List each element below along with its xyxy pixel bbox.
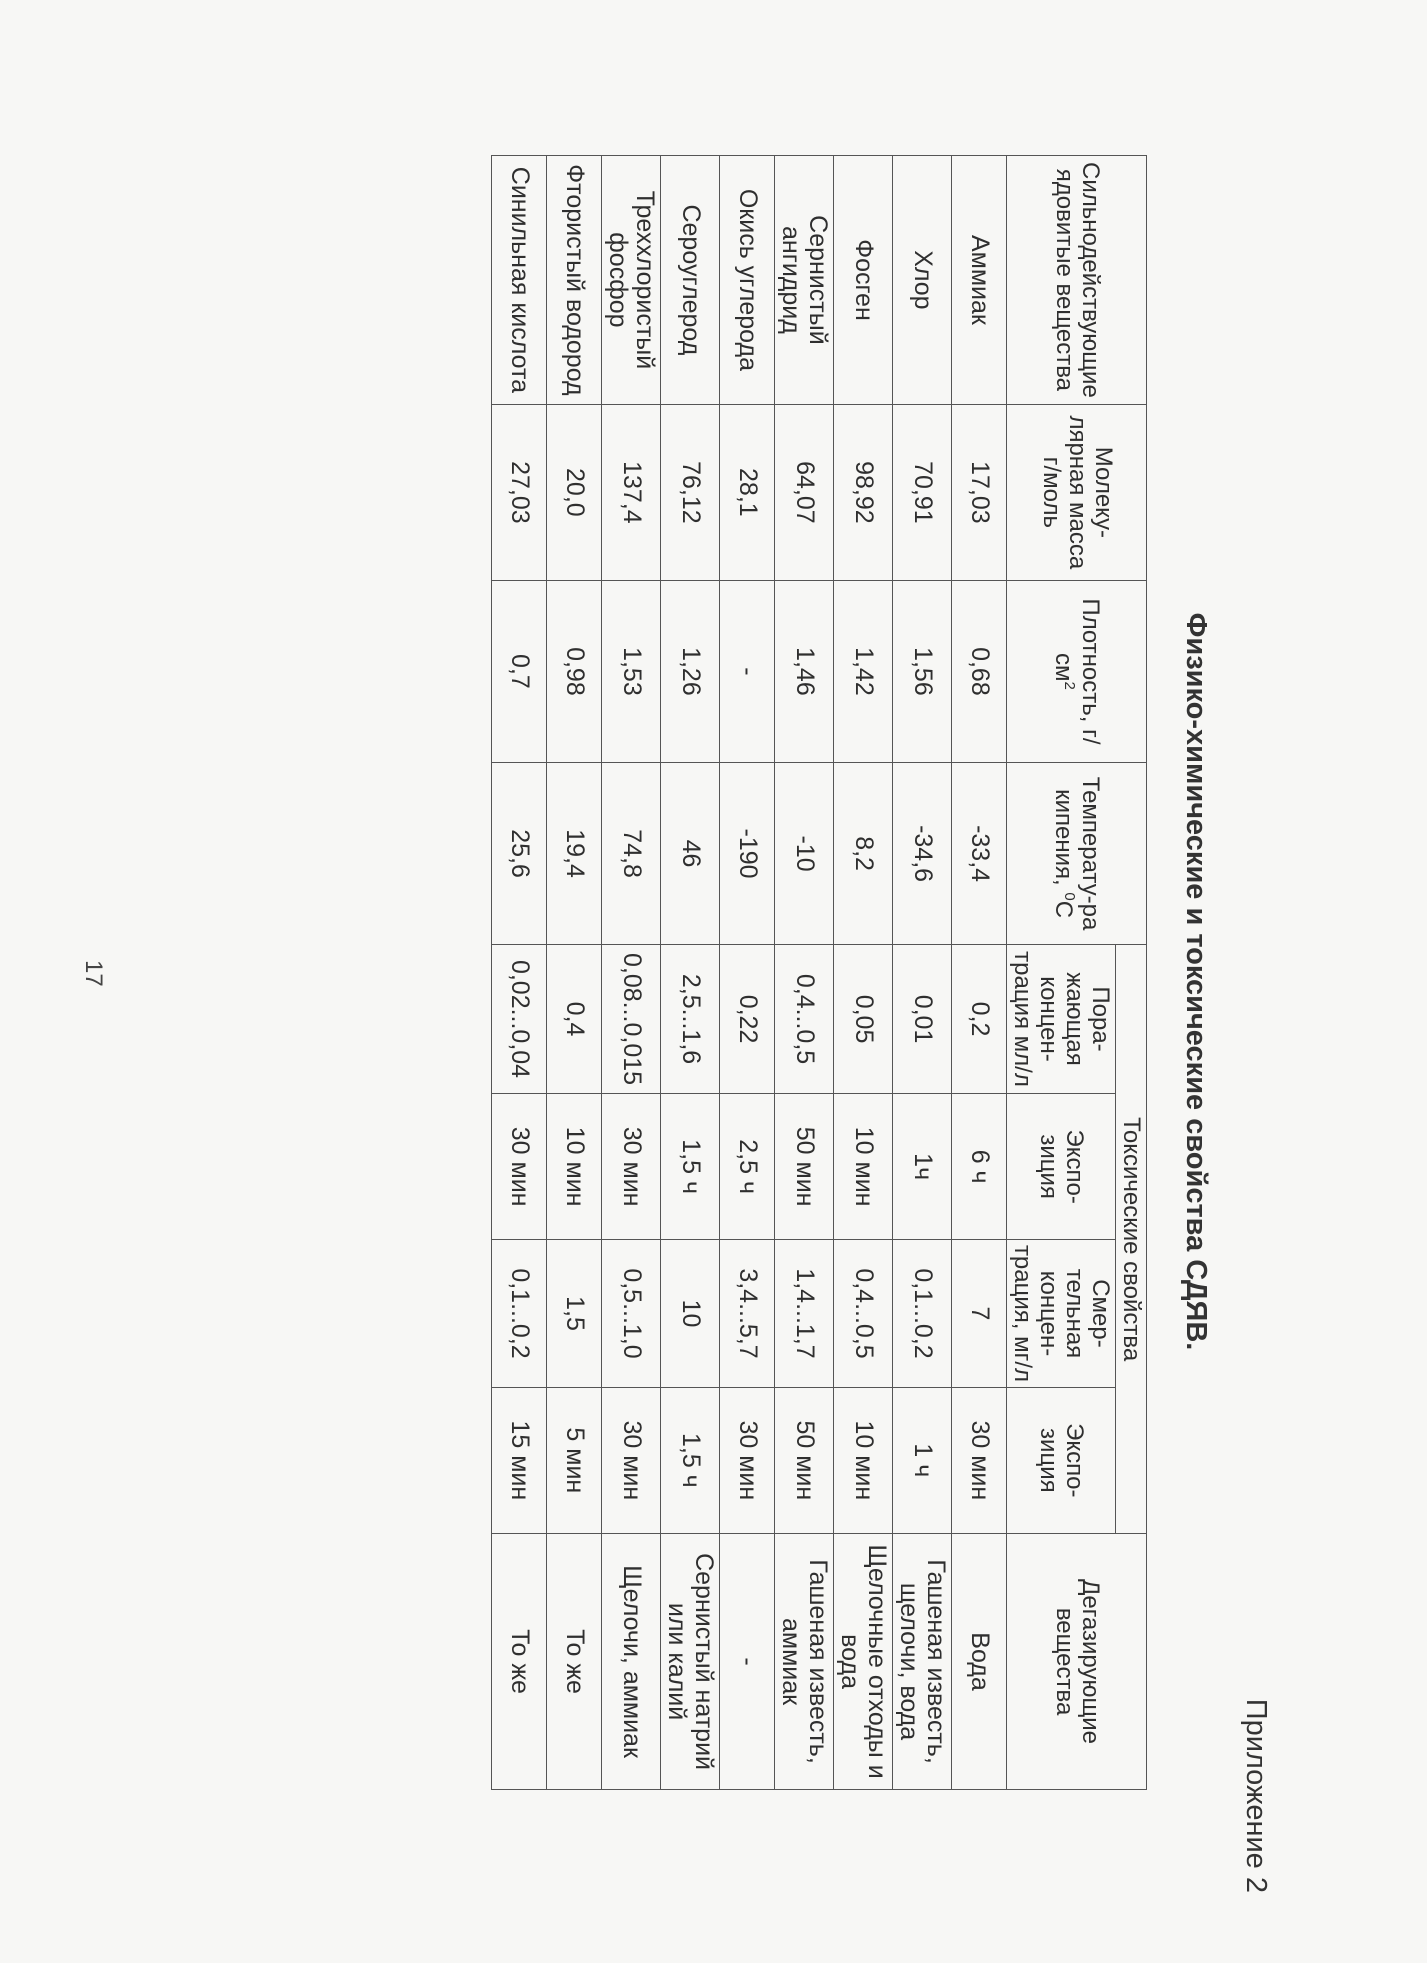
header-substance: Сильнодействующие ядовитые вещества: [1007, 156, 1147, 405]
cell-boiling-point: 8,2: [834, 762, 893, 944]
cell-damaging-conc: 0,05: [834, 945, 893, 1094]
cell-molar-mass: 137,4: [602, 404, 661, 580]
cell-degassing: То же: [492, 1534, 547, 1790]
cell-exposure-1: 50 мин: [775, 1093, 834, 1240]
cell-damaging-conc: 0,4...0,5: [775, 945, 834, 1094]
cell-molar-mass: 98,92: [834, 404, 893, 580]
header-damaging-conc: Пора-жающая концен-трация мл/л: [1007, 945, 1116, 1094]
header-degassing: Дегазирующие вещества: [1007, 1534, 1147, 1790]
cell-boiling-point: -10: [775, 762, 834, 944]
cell-exposure-1: 30 мин: [492, 1093, 547, 1240]
cell-density: 1,26: [661, 580, 720, 762]
cell-density: 0,98: [547, 580, 602, 762]
cell-density: 1,42: [834, 580, 893, 762]
cell-boiling-point: 25,6: [492, 762, 547, 944]
table-row: [492, 156, 547, 1790]
cell-degassing: Вода: [952, 1534, 1007, 1790]
cell-exposure-2: 30 мин: [952, 1387, 1007, 1534]
cell-exposure-2: 1,5 ч: [661, 1387, 720, 1534]
table-row: [602, 156, 661, 1790]
cell-damaging-conc: 0,01: [893, 945, 952, 1094]
appendix-label: Приложение 2: [1240, 1698, 1272, 1893]
table-row: [893, 156, 952, 1790]
cell-lethal-conc: 3,4...5,7: [720, 1240, 775, 1387]
cell-damaging-conc: 0,4: [547, 945, 602, 1094]
cell-exposure-2: 30 мин: [602, 1387, 661, 1534]
cell-exposure-1: 1,5 ч: [661, 1093, 720, 1240]
table-row: [661, 156, 720, 1790]
cell-substance: Фтористый водород: [547, 156, 602, 405]
table-row: [952, 156, 1007, 1790]
cell-exposure-2: 30 мин: [720, 1387, 775, 1534]
cell-degassing: То же: [547, 1534, 602, 1790]
cell-lethal-conc: 7: [952, 1240, 1007, 1387]
header-exposure-1: Экспо-зиция: [1007, 1093, 1116, 1240]
cell-molar-mass: 27,03: [492, 404, 547, 580]
cell-damaging-conc: 0,08...0,015: [602, 945, 661, 1094]
cell-exposure-1: 1ч: [893, 1093, 952, 1240]
header-molar-mass: Молеку-лярная масса г/моль: [1007, 404, 1147, 580]
cell-molar-mass: 76,12: [661, 404, 720, 580]
cell-exposure-2: 1 ч: [893, 1387, 952, 1534]
cell-degassing: Сернистый натрий или калий: [661, 1534, 720, 1790]
document-title: Физико-химические и токсические свойства СДЯВ.: [1180, 612, 1212, 1351]
cell-lethal-conc: 0,5...1,0: [602, 1240, 661, 1387]
cell-exposure-1: 6 ч: [952, 1093, 1007, 1240]
cell-exposure-1: 10 мин: [834, 1093, 893, 1240]
cell-lethal-conc: 0,4...0,5: [834, 1240, 893, 1387]
cell-substance: Фосген: [834, 156, 893, 405]
cell-molar-mass: 28,1: [720, 404, 775, 580]
table-row: [720, 156, 775, 1790]
cell-exposure-2: 5 мин: [547, 1387, 602, 1534]
cell-lethal-conc: 1,5: [547, 1240, 602, 1387]
header-boiling-point-sup: 0: [1061, 892, 1079, 901]
header-density-sup: 2: [1061, 681, 1079, 690]
cell-lethal-conc: 1,4...1,7: [775, 1240, 834, 1387]
cell-degassing: Щелочи, аммиак: [602, 1534, 661, 1790]
cell-substance: Сероуглерод: [661, 156, 720, 405]
header-boiling-point: [1007, 762, 1147, 944]
cell-substance: Хлор: [893, 156, 952, 405]
cell-damaging-conc: 2,5...1,6: [661, 945, 720, 1094]
cell-boiling-point: 74,8: [602, 762, 661, 944]
cell-molar-mass: 17,03: [952, 404, 1007, 580]
cell-density: 1,46: [775, 580, 834, 762]
cell-exposure-1: 10 мин: [547, 1093, 602, 1240]
header-boiling-point-label: Температу-ра кипения,: [1050, 776, 1105, 931]
cell-degassing: Гашеная известь, аммиак: [775, 1534, 834, 1790]
cell-degassing: Гашеная известь, щелочи, вода: [893, 1534, 952, 1790]
cell-exposure-1: 30 мин: [602, 1093, 661, 1240]
table-header-row: [1116, 156, 1147, 1790]
header-exposure-2: Экспо-зиция: [1007, 1387, 1116, 1534]
header-lethal-conc: Смер-тельная концен-трация, мг/л: [1007, 1240, 1116, 1387]
header-density-label: Плотность, г/см: [1050, 598, 1105, 745]
cell-substance: Аммиак: [952, 156, 1007, 405]
cell-density: -: [720, 580, 775, 762]
cell-exposure-2: 50 мин: [775, 1387, 834, 1534]
table-row: [775, 156, 834, 1790]
properties-table: [491, 155, 1147, 1790]
header-toxic-properties: Токсические свойства: [1116, 945, 1147, 1534]
header-density: [1007, 580, 1147, 762]
cell-exposure-2: 15 мин: [492, 1387, 547, 1534]
cell-substance: Сернистый ангидрид: [775, 156, 834, 405]
cell-exposure-1: 2,5 ч: [720, 1093, 775, 1240]
cell-molar-mass: 70,91: [893, 404, 952, 580]
cell-damaging-conc: 0,2: [952, 945, 1007, 1094]
cell-density: 0,7: [492, 580, 547, 762]
table-row: [547, 156, 602, 1790]
page-number: 17: [80, 960, 107, 987]
cell-density: 1,53: [602, 580, 661, 762]
cell-density: 0,68: [952, 580, 1007, 762]
header-boiling-point-unit: С: [1050, 900, 1078, 919]
cell-exposure-2: 10 мин: [834, 1387, 893, 1534]
cell-molar-mass: 64,07: [775, 404, 834, 580]
cell-degassing: Щелочные отходы и вода: [834, 1534, 893, 1790]
cell-substance: Окись углерода: [720, 156, 775, 405]
table-row: [834, 156, 893, 1790]
cell-boiling-point: -34,6: [893, 762, 952, 944]
cell-molar-mass: 20,0: [547, 404, 602, 580]
cell-boiling-point: -33,4: [952, 762, 1007, 944]
cell-boiling-point: -190: [720, 762, 775, 944]
cell-degassing: -: [720, 1534, 775, 1790]
cell-substance: Треххлористый фосфор: [602, 156, 661, 405]
cell-damaging-conc: 0,02...0,04: [492, 945, 547, 1094]
cell-lethal-conc: 0,1...0,2: [893, 1240, 952, 1387]
cell-lethal-conc: 0,1...0,2: [492, 1240, 547, 1387]
cell-lethal-conc: 10: [661, 1240, 720, 1387]
cell-boiling-point: 46: [661, 762, 720, 944]
cell-boiling-point: 19,4: [547, 762, 602, 944]
cell-substance: Синильная кислота: [492, 156, 547, 405]
cell-damaging-conc: 0,22: [720, 945, 775, 1094]
cell-density: 1,56: [893, 580, 952, 762]
